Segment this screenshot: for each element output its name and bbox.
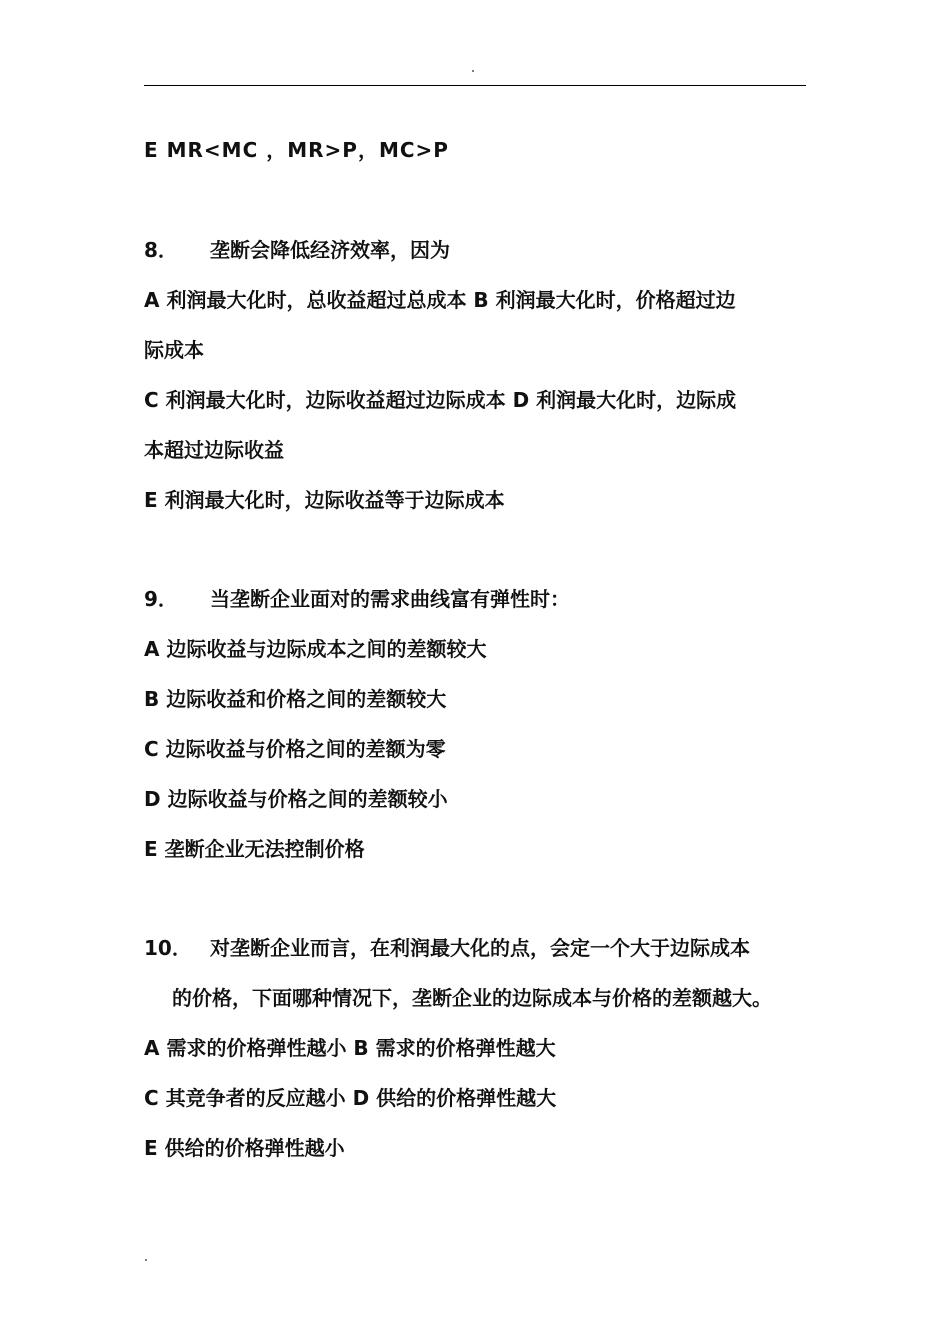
- q9-option-d: D 边际收益与价格之间的差额较小: [144, 787, 448, 811]
- q10-stem-cont: 的价格，下面哪种情况下，垄断企业的边际成本与价格的差额越大。: [172, 986, 772, 1010]
- q8-options-ab: A 利润最大化时，总收益超过总成本 B 利润最大化时，价格超过边: [144, 288, 736, 312]
- q8-options-ab-cont: 际成本: [144, 338, 204, 362]
- q8-stem: 垄断会降低经济效率，因为: [210, 238, 450, 262]
- q9-option-e: E 垄断企业无法控制价格: [144, 837, 365, 861]
- q9-number: 9．: [144, 587, 178, 611]
- header-dot: [472, 70, 474, 72]
- q9-question: [144, 586, 570, 612]
- q8-question: [144, 237, 450, 263]
- q10-option-e: E 供给的价格弹性越小: [144, 1136, 345, 1160]
- q10-options-cd: C 其竞争者的反应越小 D 供给的价格弹性越大: [144, 1086, 557, 1110]
- q10-stem: 对垄断企业而言，在利润最大化的点，会定一个大于边际成本: [210, 936, 750, 960]
- q10-question: [144, 935, 750, 961]
- footer-dot: [145, 1259, 147, 1261]
- q7-option-e: E MR<MC ，MR>P，MC>P: [144, 138, 449, 162]
- q8-number: 8．: [144, 238, 178, 262]
- q8-options-cd: C 利润最大化时，边际收益超过边际成本 D 利润最大化时，边际成: [144, 388, 737, 412]
- q10-options-ab: A 需求的价格弹性越小 B 需求的价格弹性越大: [144, 1036, 556, 1060]
- q10-number: 10．: [144, 936, 192, 960]
- header-rule: [144, 85, 806, 86]
- q8-option-e: E 利润最大化时，边际收益等于边际成本: [144, 488, 505, 512]
- q8-options-cd-cont: 本超过边际收益: [144, 438, 284, 462]
- q9-option-a: A 边际收益与边际成本之间的差额较大: [144, 637, 487, 661]
- q9-option-b: B 边际收益和价格之间的差额较大: [144, 687, 447, 711]
- q9-stem: 当垄断企业面对的需求曲线富有弹性时：: [210, 587, 570, 611]
- q9-option-c: C 边际收益与价格之间的差额为零: [144, 737, 446, 761]
